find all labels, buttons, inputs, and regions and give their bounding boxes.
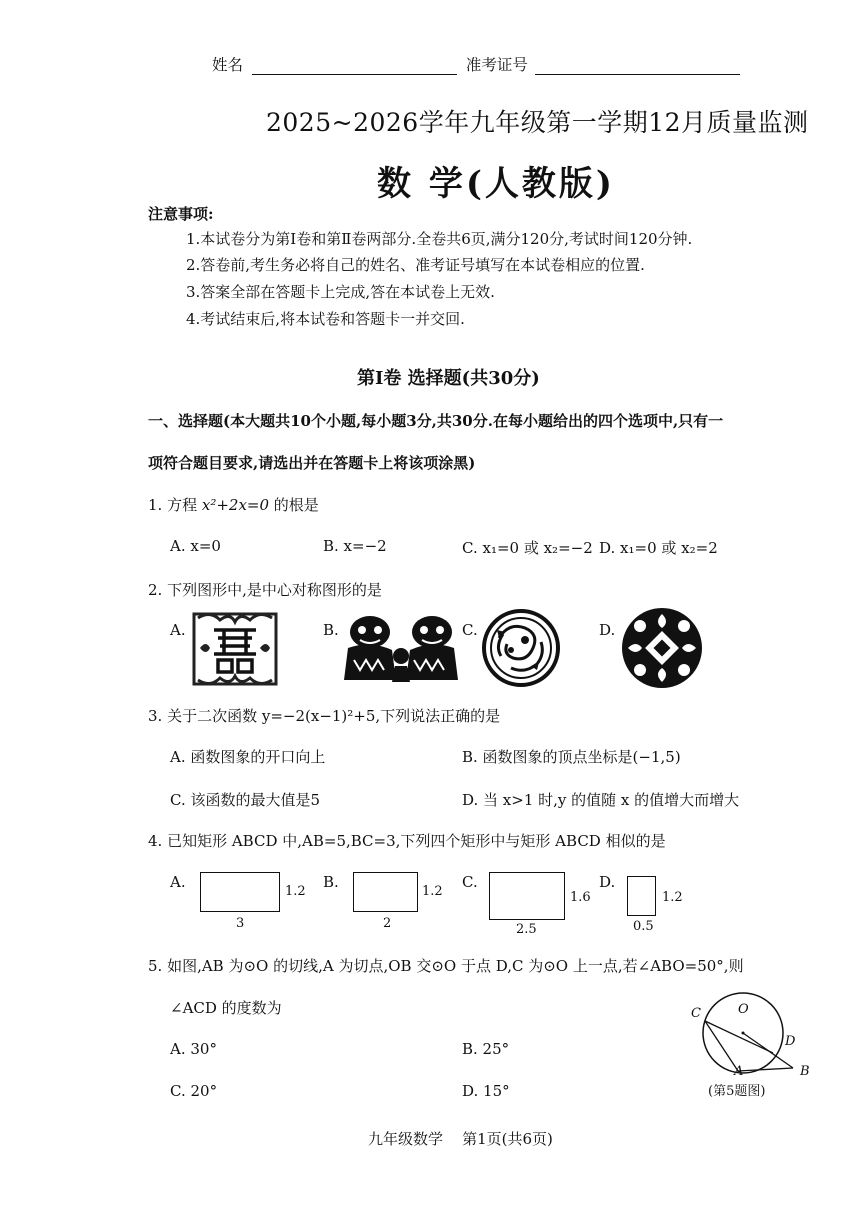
point-a-label: A — [734, 1064, 744, 1079]
name-label: 姓名 — [212, 56, 244, 74]
double-happiness-papercut-icon — [190, 608, 280, 688]
figure-caption: (第5题图) — [708, 1084, 766, 1099]
section-instruction: 一、选择题(本大题共10个小题,每小题3分,共30分.在每小题给出的四个选项中,只有一 — [148, 412, 724, 430]
question-2-option-a: A. — [170, 621, 186, 639]
section-instruction: 项符合题目要求,请选出并在答题卡上将该项涂黑) — [148, 454, 476, 472]
question-1-option-c: C. x₁=0 或 x₂=−2 — [462, 539, 593, 557]
rect-a-width: 3 — [236, 916, 245, 931]
name-blank — [252, 56, 457, 75]
point-d-label: D — [785, 1034, 796, 1049]
question-4-option-d-label: D. — [599, 873, 616, 891]
notice-heading: 注意事项: — [148, 205, 214, 223]
question-1-suffix: 的根是 — [269, 496, 319, 514]
point-o-label: O — [738, 1002, 749, 1017]
point-b-label: B — [800, 1064, 810, 1079]
question-2-stem: 2. 下列图形中,是中心对称图形的是 — [148, 581, 382, 599]
section-title: 第Ⅰ卷 选择题(共30分) — [357, 368, 540, 389]
question-4-option-a-label: A. — [170, 873, 186, 891]
round-dragon-papercut-icon — [481, 608, 561, 688]
exam-number-blank — [535, 56, 740, 75]
rect-c-width: 2.5 — [516, 922, 537, 937]
question-1-equation: x²+2x=0 — [201, 496, 270, 514]
rect-a-height: 1.2 — [285, 884, 306, 899]
rect-d-width: 0.5 — [633, 919, 654, 934]
name-field — [212, 53, 740, 75]
point-c-label: C — [691, 1006, 701, 1021]
rect-d-height: 1.2 — [662, 890, 683, 905]
question-4-option-b-label: B. — [323, 873, 339, 891]
rect-b-width: 2 — [383, 916, 392, 931]
question-3-option-b: B. 函数图象的顶点坐标是(−1,5) — [462, 748, 681, 766]
notice-item: 2.答卷前,考生务必将自己的姓名、准考证号填写在本试卷相应的位置. — [186, 256, 645, 274]
page-footer: 九年级数学 第1页(共6页) — [368, 1130, 553, 1148]
question-2-option-c: C. — [462, 621, 478, 639]
question-5-option-b: B. 25° — [462, 1040, 510, 1058]
question-4-rectangle-a — [200, 872, 280, 912]
question-5-stem-line2: ∠ACD 的度数为 — [170, 999, 282, 1017]
question-3-option-c: C. 该函数的最大值是5 — [170, 791, 321, 809]
round-symmetric-papercut-icon — [620, 606, 704, 690]
question-5-option-d: D. 15° — [462, 1082, 510, 1100]
exam-number-label: 准考证号 — [465, 56, 528, 74]
question-1-prefix: 1. 方程 — [148, 496, 202, 514]
question-1-option-b: B. x=−2 — [323, 537, 387, 555]
question-4-rectangle-b — [353, 872, 418, 912]
question-1-option-a: A. x=0 — [170, 537, 221, 555]
question-4-rectangle-c — [489, 872, 565, 920]
question-5-option-a: A. 30° — [170, 1040, 217, 1058]
question-2-option-b: B. — [323, 621, 339, 639]
notice-item: 1.本试卷分为第Ⅰ卷和第Ⅱ卷两部分.全卷共6页,满分120分,考试时间120分钟. — [186, 230, 693, 248]
question-2-option-d: D. — [599, 621, 616, 639]
question-4-stem: 4. 已知矩形 ABCD 中,AB=5,BC=3,下列四个矩形中与矩形 ABCD 相似的是 — [148, 832, 666, 850]
question-5-option-c: C. 20° — [170, 1082, 218, 1100]
question-4-option-c-label: C. — [462, 873, 478, 891]
rect-c-height: 1.6 — [570, 890, 591, 905]
question-1-stem — [148, 494, 319, 515]
question-3-option-a: A. 函数图象的开口向上 — [170, 748, 326, 766]
question-4-rectangle-d — [627, 876, 656, 916]
question-3-option-d: D. 当 x>1 时,y 的值随 x 的值增大而增大 — [462, 791, 740, 809]
question-1-option-d: D. x₁=0 或 x₂=2 — [599, 539, 718, 557]
notice-item: 4.考试结束后,将本试卷和答题卡一并交回. — [186, 310, 465, 328]
question-3-stem: 3. 关于二次函数 y=−2(x−1)²+5,下列说法正确的是 — [148, 707, 501, 725]
notice-item: 3.答案全部在答题卡上完成,答在本试卷上无效. — [186, 283, 495, 301]
twin-lions-papercut-icon — [340, 610, 462, 686]
rect-b-height: 1.2 — [422, 884, 443, 899]
question-5-stem-line1: 5. 如图,AB 为⊙O 的切线,A 为切点,OB 交⊙O 于点 D,C 为⊙O 上一点,若∠ABO=50°,则 — [148, 957, 744, 975]
subject-title: 数 学(人教版) — [377, 164, 616, 204]
exam-title: 2025~2026学年九年级第一学期12月质量监测 — [266, 108, 809, 137]
